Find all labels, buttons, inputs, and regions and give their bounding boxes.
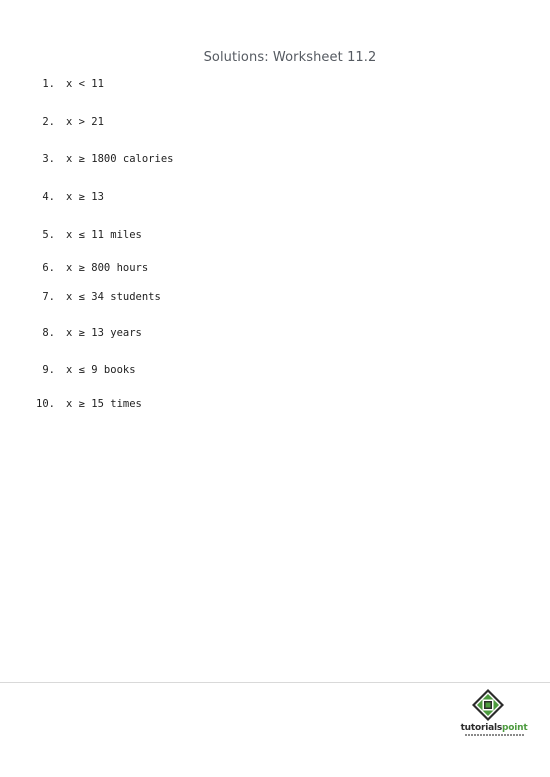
page-title: Solutions: Worksheet 11.2: [203, 50, 377, 65]
item-number: 4.: [42, 191, 55, 203]
list-item: [0, 363, 550, 377]
item-number: 8.: [42, 327, 55, 339]
item-answer: x ≥ 13: [66, 191, 104, 203]
footer-divider: [0, 682, 550, 683]
tutorialspoint-logo: [448, 689, 540, 741]
item-number: 6.: [42, 262, 55, 274]
item-answer: x ≥ 13 years: [66, 327, 142, 339]
list-item: [0, 228, 550, 242]
item-number: 3.: [42, 153, 55, 165]
item-answer: x > 21: [66, 116, 104, 128]
list-item: [0, 190, 550, 204]
item-answer: x ≤ 9 books: [66, 364, 136, 376]
list-item: [0, 152, 550, 166]
item-answer: x < 11: [66, 78, 104, 90]
logo-tagline: [448, 734, 540, 736]
list-item: [0, 290, 550, 304]
item-number: 7.: [42, 291, 55, 303]
logo-word-dark: tutorials: [460, 723, 502, 733]
logo-mark-icon: [472, 689, 504, 721]
item-number: 2.: [42, 116, 55, 128]
logo-wordmark: [448, 723, 540, 733]
item-answer: x ≥ 800 hours: [66, 262, 149, 274]
list-item: [0, 326, 550, 340]
item-number: 10.: [36, 398, 55, 410]
item-number: 5.: [42, 229, 55, 241]
logo-word-green: point: [502, 723, 528, 733]
list-item: [0, 397, 550, 411]
list-item: [0, 77, 550, 91]
item-answer: x ≤ 34 students: [66, 291, 161, 303]
list-item: [0, 115, 550, 129]
item-answer: x ≥ 1800 calories: [66, 153, 174, 165]
item-answer: x ≥ 15 times: [66, 398, 142, 410]
item-number: 9.: [42, 364, 55, 376]
item-answer: x ≤ 11 miles: [66, 229, 142, 241]
list-item: [0, 261, 550, 275]
item-number: 1.: [42, 78, 55, 90]
